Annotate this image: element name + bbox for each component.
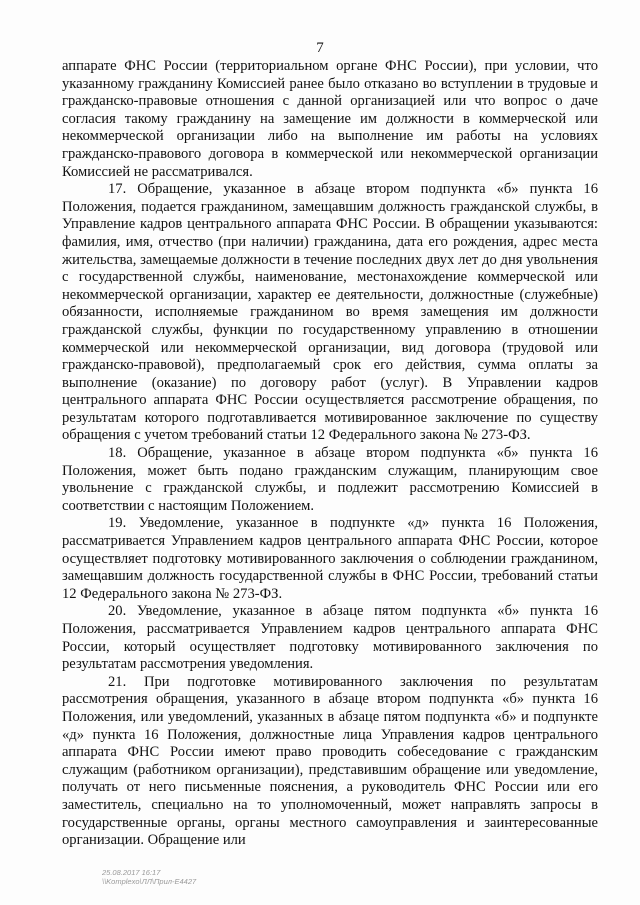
footer-file-path: \\Komplexo\ЛЛ\Прил-Е4427 [102,877,197,886]
page-number: 7 [316,40,324,56]
paragraph-17: 17. Обращение, указанное в абзаце втором подпункта «б» пункта 16 Положения, подается гражданином, замещавшим должность гражданской службы, в Управление кадров центрального аппарата ФНС России. В обращении указываются: фамилия, имя, отчество (при наличии) гражданина, дата его рождения, адрес места жительства, замещаемые должности в течение последних двух лет до дня увольнения с государственной службы, наименование, местонахождение коммерческой или некоммерческой организации, характер ее деятельности, должностные (служебные) обязанности, исполняемые гражданином во время замещения им должности гражданской службы, функции по государственному управлению в отношении коммерческой или некоммерческой организации, вид договора (трудовой или гражданско-правовой), предполагаемый срок его действия, сумма оплаты за выполнение (оказание) по договору работ (услуг). В Управлении кадров центрального аппарата ФНС России осуществляется рассмотрение обращения, по результатам которого подготавливается мотивированное заключение по существу обращения с учетом требований статьи 12 Федерального закона № 273-ФЗ. [62,181,598,444]
paragraph-21: 21. При подготовке мотивированного заключения по результатам рассмотрения обращения, указанного в абзаце втором подпункта «б» пункта 16 Положения, или уведомлений, указанных в абзаце пятом подпункта «б» и подпункте «д» пункта 16 Положения, должностные лица Управления кадров центрального аппарата ФНС России имеют право проводить собеседование с гражданским служащим (работником организации), представившим обращение или уведомление, получать от него письменные пояснения, а руководитель ФНС России или его заместитель, специально на то уполномоченный, может направлять запросы в государственные органы, органы местного самоуправления и заинтересованные организации. Обращение или [62,673,598,849]
paragraph-19: 19. Уведомление, указанное в подпункте «д» пункта 16 Положения, рассматривается Управлением кадров центрального аппарата ФНС России, которое осуществляет подготовку мотивированного заключения о соблюдении гражданином, замещавшим должность государственной службы в ФНС России, требований статьи 12 Федерального закона № 273-ФЗ. [62,515,598,602]
footer-timestamp: 25.08.2017 16:17 [102,868,161,877]
document-footer-stamp [102,868,196,886]
paragraph-continuation: аппарате ФНС России (территориальном органе ФНС России), при условии, что указанному гражданину Комиссией ранее было отказано во вступлении в трудовые и гражданско-правовые отношения с данной организацией или что вопрос о даче согласия такому гражданину на замещение им должности в коммерческой или некоммерческой организации либо на выполнение им работы на условиях гражданско-правового договора в коммерческой или некоммерческой организации Комиссией не рассматривался. [62,58,598,180]
paragraph-20: 20. Уведомление, указанное в абзаце пятом подпункта «б» пункта 16 Положения, рассматривается Управлением кадров центрального аппарата ФНС России, который осуществляет подготовку мотивированного заключения по результатам рассмотрения уведомления. [62,603,598,673]
paragraph-18: 18. Обращение, указанное в абзаце втором подпункта «б» пункта 16 Положения, может быть подано гражданским служащим, планирующим свое увольнение с гражданской службы, и подлежит рассмотрению Комиссией в соответствии с настоящим Положением. [62,445,598,514]
document-body [62,58,598,850]
